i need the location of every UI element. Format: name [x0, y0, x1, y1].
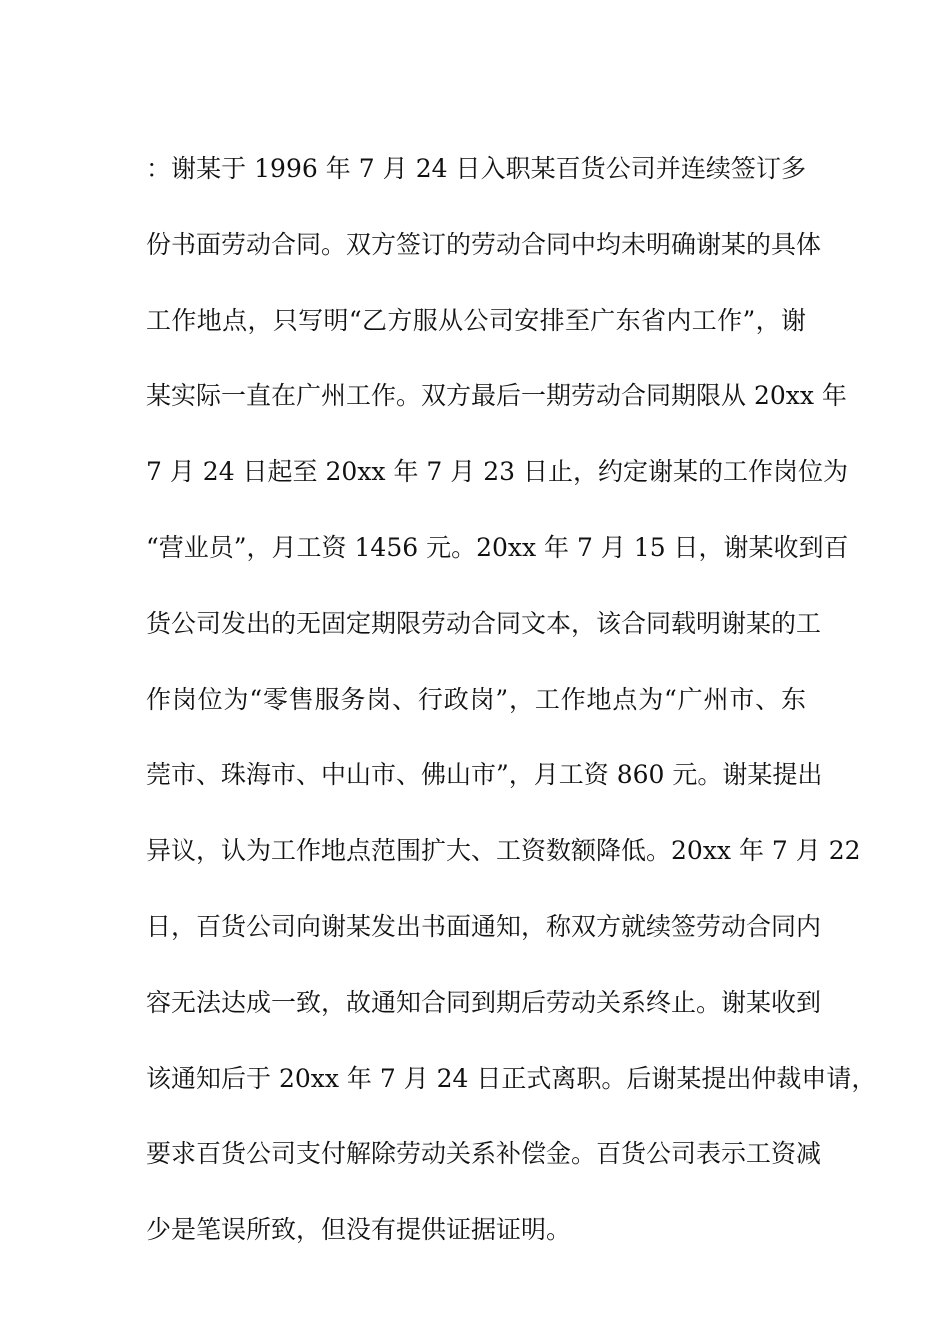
- paragraph-line: 异议，认为工作地点范围扩大、工资数额降低。20xx 年 7 月 22: [146, 836, 861, 866]
- paragraph-line: 工作地点，只写明“乙方服从公司安排至广东省内工作”，谢: [146, 305, 806, 335]
- paragraph-line: 某实际一直在广州工作。双方最后一期劳动合同期限从 20xx 年: [146, 381, 847, 411]
- paragraph-line: ：谢某于 1996 年 7 月 24 日入职某百货公司并连续签订多: [146, 154, 806, 183]
- paragraph-line: 份书面劳动合同。双方签订的劳动合同中均未明确谢某的具体: [146, 229, 822, 259]
- paragraph-line: 日，百货公司向谢某发出书面通知，称双方就续签劳动合同内: [146, 911, 822, 941]
- paragraph-line: 要求百货公司支付解除劳动关系补偿金。百货公司表示工资减: [146, 1139, 822, 1169]
- case-paragraph: [146, 131, 877, 1268]
- paragraph-line: 该通知后于 20xx 年 7 月 24 日正式离职。后谢某提出仲裁申请，: [146, 1063, 877, 1093]
- paragraph-line: 作岗位为“零售服务岗、行政岗”，工作地点为“广州市、东: [146, 684, 806, 714]
- paragraph-line: 莞市、珠海市、中山市、佛山市”，月工资 860 元。谢某提出: [146, 760, 823, 790]
- paragraph-line-last: 少是笔误所致，但没有提供证据证明。: [146, 1215, 572, 1245]
- paragraph-line: 货公司发出的无固定期限劳动合同文本，该合同载明谢某的工: [146, 608, 822, 638]
- paragraph-line: 7 月 24 日起至 20xx 年 7 月 23 日止，约定谢某的工作岗位为: [146, 457, 848, 487]
- paragraph-line: 容无法达成一致，故通知合同到期后劳动关系终止。谢某收到: [146, 987, 822, 1017]
- paragraph-line: “营业员”，月工资 1456 元。20xx 年 7 月 15 日，谢某收到百: [146, 532, 849, 562]
